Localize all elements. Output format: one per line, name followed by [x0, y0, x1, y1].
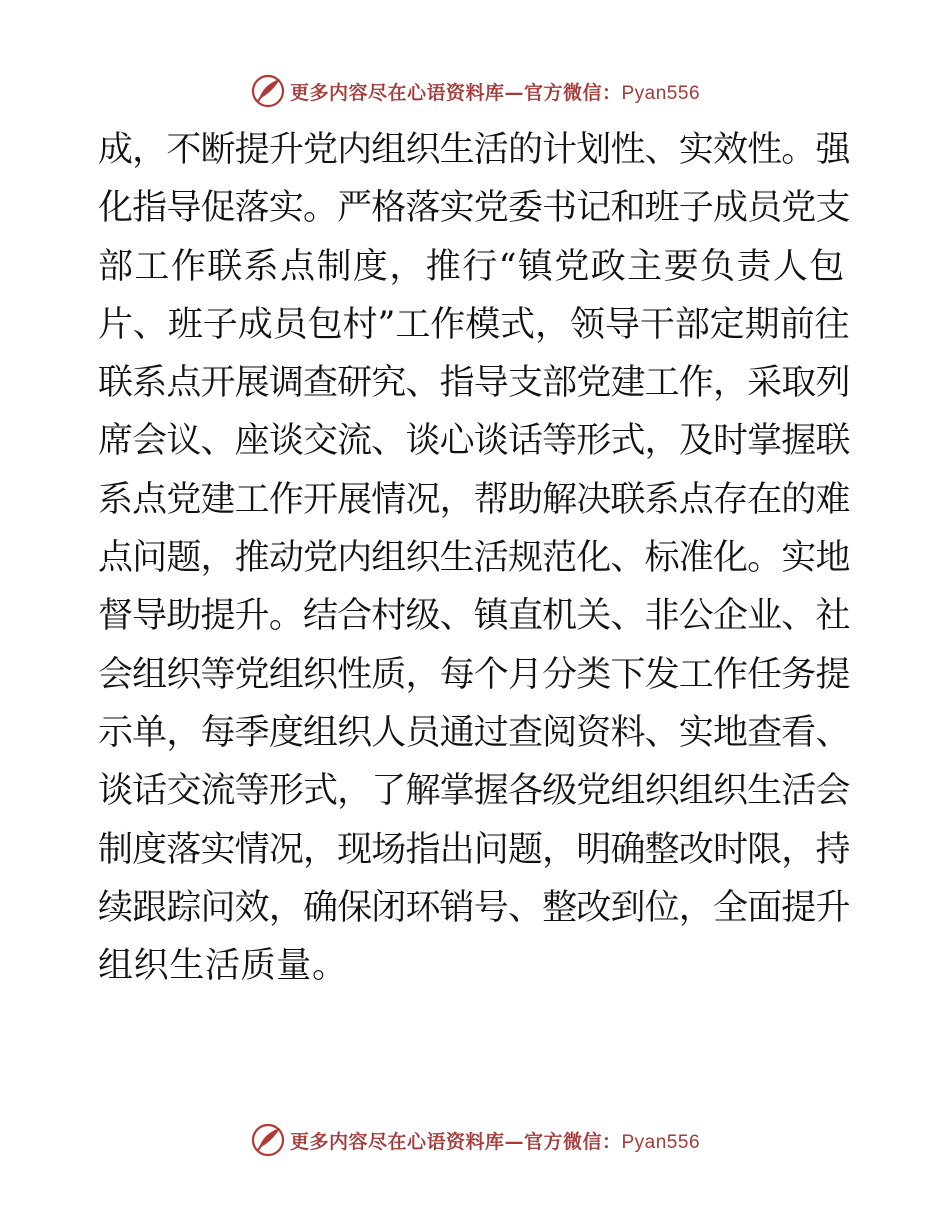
footer-watermark: [0, 1120, 950, 1160]
body-line: 成，不断提升党内组织生活的计划性、实效性。强: [98, 130, 850, 170]
body-line: 组织生活质量。: [98, 946, 348, 987]
quill-logo-icon: [250, 1122, 286, 1158]
body-line: 联系点开展调查研究、指导支部党建工作，采取列: [98, 363, 850, 404]
watermark-text-cn: 更多内容尽在心语资料库—官方微信：: [289, 1130, 622, 1153]
watermark-text-wechat-id: Pyan556: [621, 82, 701, 104]
watermark-text-cn: 更多内容尽在心语资料库—官方微信：: [289, 81, 622, 104]
watermark-text: [290, 1127, 700, 1154]
body-line: 谈话交流等形式，了解掌握各级党组织组织生活会: [98, 771, 850, 812]
quill-logo-icon: [250, 73, 286, 109]
body-line: 席会议、座谈交流、谈心谈话等形式，及时掌握联: [98, 421, 850, 462]
body-line: 化指导促落实。严格落实党委书记和班子成员党支: [98, 188, 850, 229]
body-line: 督导助提升。结合村级、镇直机关、非公企业、社: [98, 596, 850, 637]
body-line: 片、班子成员包村”工作模式，领导干部定期前往: [98, 304, 850, 345]
watermark-text-wechat-id: Pyan556: [621, 1131, 701, 1153]
body-line: 续跟踪问效，确保闭环销号、整改到位，全面提升: [98, 887, 850, 928]
body-line: 制度落实情况，现场指出问题，明确整改时限，持: [98, 829, 850, 870]
watermark-text: [290, 78, 700, 105]
body-line: 示单，每季度组织人员通过查阅资料、实地查看、: [98, 712, 850, 753]
document-body: [98, 121, 858, 995]
body-line: 点问题，推动党内组织生活规范化、标准化。实地: [98, 538, 850, 579]
body-line: 会组织等党组织性质，每个月分类下发工作任务提: [98, 654, 850, 695]
header-watermark: [0, 71, 950, 111]
body-line: 部工作联系点制度，推行“镇党政主要负责人包: [98, 246, 846, 287]
body-line: 系点党建工作开展情况，帮助解决联系点存在的难: [98, 479, 850, 520]
